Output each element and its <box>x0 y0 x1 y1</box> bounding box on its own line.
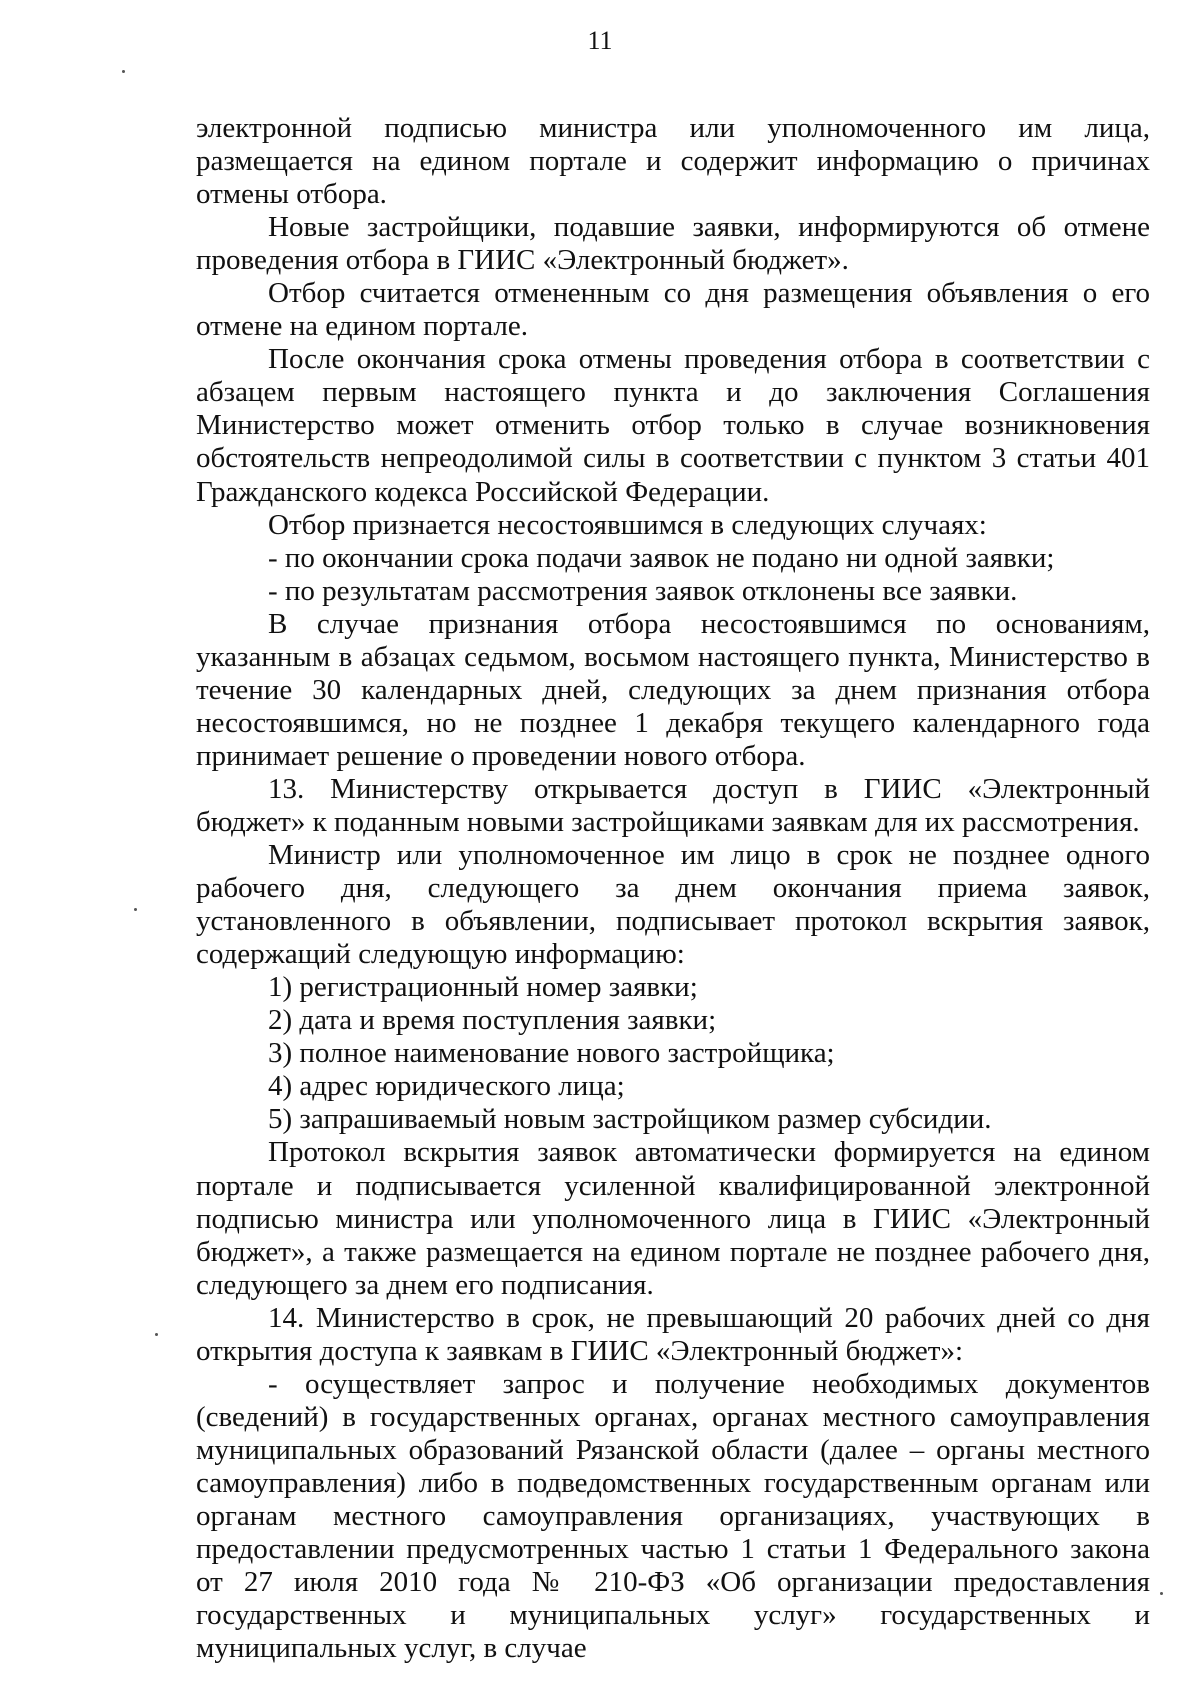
list-item-all-rejected: - по результатам рассмотрения заявок отклонены все заявки. <box>268 574 1018 607</box>
clause-13: 13. Министерству открывается доступ в ГИИС «Электронный бюджет» к поданным новыми застройщиками заявкам для их рассмотрения. <box>196 772 1150 838</box>
clause-14: 14. Министерство в срок, не превышающий 20 рабочих дней со дня открытия доступа к заявкам в ГИИС «Электронный бюджет»: <box>196 1301 1150 1367</box>
list-item-document-request: - осуществляет запрос и получение необходимых документов (сведений) в государственных органах, органах местного самоуправления муниципальных образований Рязанской области (далее – органы местного самоуправления) либо в подведомственных государственным органам или органам местного самоуправления организациях, участвующих в предоставлении предусмотренных частью 1 статьи 1 Федерального закона от 27 июля 2010 года № 210-ФЗ «Об организации предоставления государственных и муниципальных услуг» государственных и муниципальных услуг, в случае <box>196 1367 1150 1665</box>
list-item-subsidy-size: 5) запрашиваемый новым застройщиком размер субсидии. <box>268 1103 992 1136</box>
paragraph-opening-protocol: Министр или уполномоченное им лицо в срок не позднее одного рабочего дня, следующего за днем окончания приема заявок, установленного в объявлении, подписывает протокол вскрытия заявок, содержащий следующую информацию: <box>196 839 1150 971</box>
paragraph-continuation: электронной подписью министра или уполномоченного им лица, размещается на едином портале и содержит информацию о причинах отмены отбора. <box>196 112 1150 211</box>
list-item-address: 4) адрес юридического лица; <box>268 1070 625 1103</box>
paragraph-new-selection: В случае признания отбора несостоявшимся по основаниям, указанным в абзацах седьмом, восьмом настоящего пункта, Министерство в течение 30 календарных дней, следующих за днем признания отбора несостоявшимся, но не позднее 1 декабря текущего календарного года принимает решение о проведении нового отбора. <box>196 607 1150 772</box>
scan-speck <box>155 1333 158 1336</box>
list-item-no-applications: - по окончании срока подачи заявок не подано ни одной заявки; <box>268 541 1055 574</box>
scan-speck <box>122 70 125 73</box>
list-item-date-time: 2) дата и время поступления заявки; <box>268 1004 717 1037</box>
scan-speck <box>134 908 137 911</box>
paragraph-protocol-formation: Протокол вскрытия заявок автоматически формируется на едином портале и подписывается усиленной квалифицированной электронной подписью министра или уполномоченного лица в ГИИС «Электронный бюджет», а также размещается на едином портале не позднее рабочего дня, следующего за днем его подписания. <box>196 1136 1150 1301</box>
list-item-full-name: 3) полное наименование нового застройщика; <box>268 1037 835 1070</box>
list-item-registration-number: 1) регистрационный номер заявки; <box>268 971 698 1004</box>
paragraph-failed-selection: Отбор признается несостоявшимся в следующих случаях: <box>268 508 987 541</box>
document-body <box>196 112 1150 1665</box>
scan-speck <box>1160 1592 1163 1595</box>
paragraph-cancel-date: Отбор считается отмененным со дня размещения объявления о его отмене на едином портале. <box>196 277 1150 343</box>
page-number: 11 <box>587 26 613 55</box>
paragraph-force-majeure: После окончания срока отмены проведения отбора в соответствии с абзацем первым настоящего пункта и до заключения Соглашения Министерство может отменить отбор только в случае возникновения обстоятельств непреодолимой силы в соответствии с пунктом 3 статьи 401 Гражданского кодекса Российской Федерации. <box>196 343 1150 508</box>
paragraph-notification: Новые застройщики, подавшие заявки, информируются об отмене проведения отбора в ГИИС «Электронный бюджет». <box>196 211 1150 277</box>
